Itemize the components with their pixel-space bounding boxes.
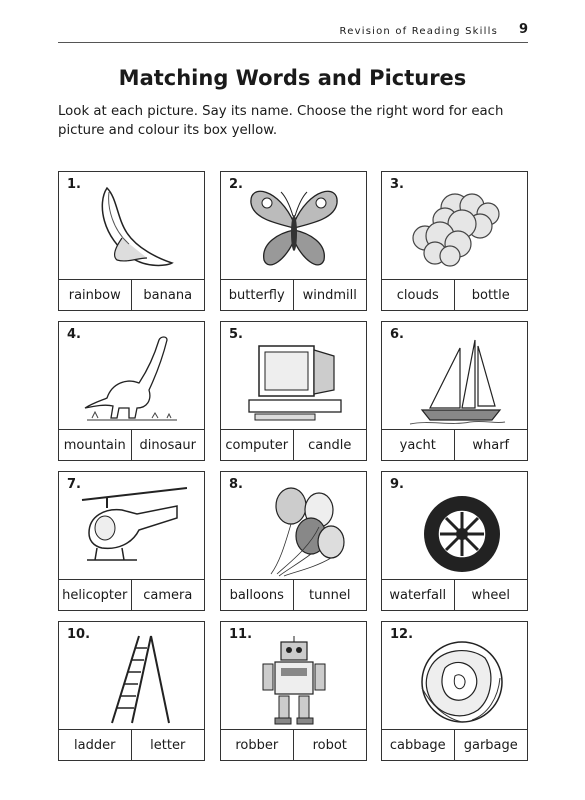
word-options [221, 729, 366, 760]
word-option[interactable]: camera [143, 587, 193, 603]
word-option[interactable]: mountain [59, 430, 132, 460]
word-option[interactable]: candle [308, 437, 352, 453]
helicopter-icon [77, 478, 187, 578]
word-option[interactable]: clouds [382, 280, 455, 310]
picture-card-11 [220, 621, 367, 761]
word-option[interactable]: wheel [471, 587, 510, 603]
word-option[interactable]: windmill [302, 287, 357, 303]
word-options [382, 279, 527, 310]
word-option[interactable]: bottle [471, 287, 510, 303]
word-options [382, 429, 527, 460]
word-option[interactable]: yacht [382, 430, 455, 460]
ladder-icon [77, 628, 187, 728]
word-option[interactable]: cabbage [382, 730, 455, 760]
word-options [59, 729, 204, 760]
page-header [58, 18, 528, 44]
picture-card-5 [220, 321, 367, 461]
word-options [382, 579, 527, 610]
balloons-icon [239, 478, 349, 578]
picture-card-10 [58, 621, 205, 761]
item-number: 1. [67, 177, 81, 192]
word-options [221, 579, 366, 610]
page-number: 9 [518, 22, 528, 37]
word-options [59, 579, 204, 610]
word-options [59, 429, 204, 460]
word-options [221, 429, 366, 460]
word-option[interactable]: ladder [59, 730, 132, 760]
item-number: 4. [67, 327, 81, 342]
banana-icon [77, 178, 187, 278]
picture-card-4 [58, 321, 205, 461]
page-title: Matching Words and Pictures [118, 66, 467, 90]
robot-icon [239, 628, 349, 728]
word-options [221, 279, 366, 310]
picture-card-9 [381, 471, 528, 611]
instructions: Look at each picture. Say its name. Choose the right word for each picture and colour its box yellow. [58, 104, 504, 138]
picture-card-6 [381, 321, 528, 461]
picture-card-7 [58, 471, 205, 611]
word-option[interactable]: wharf [472, 437, 510, 453]
wheel-icon [400, 478, 510, 578]
word-option[interactable]: robber [221, 730, 294, 760]
word-option[interactable]: garbage [463, 737, 518, 753]
running-title: Revision of Reading Skills [339, 26, 498, 37]
picture-card-2 [220, 171, 367, 311]
yacht-icon [400, 328, 510, 428]
picture-card-8 [220, 471, 367, 611]
word-option[interactable]: banana [143, 287, 193, 303]
clouds-icon [400, 178, 510, 278]
word-option[interactable]: dinosaur [139, 437, 196, 453]
word-option[interactable]: balloons [221, 580, 294, 610]
word-option[interactable]: waterfall [382, 580, 455, 610]
item-number: 10. [67, 627, 91, 642]
butterfly-icon [239, 178, 349, 278]
item-number: 6. [390, 327, 404, 342]
word-option[interactable]: butterfly [221, 280, 294, 310]
word-option[interactable]: robot [312, 737, 347, 753]
word-option[interactable]: computer [221, 430, 294, 460]
picture-card-1 [58, 171, 205, 311]
word-option[interactable]: rainbow [59, 280, 132, 310]
word-option[interactable]: helicopter [59, 580, 132, 610]
word-options [382, 729, 527, 760]
dinosaur-icon [77, 328, 187, 428]
item-number: 11. [229, 627, 253, 642]
item-number: 12. [390, 627, 414, 642]
header-rule [58, 42, 528, 43]
item-number: 3. [390, 177, 404, 192]
item-number: 2. [229, 177, 243, 192]
picture-card-12 [381, 621, 528, 761]
word-option[interactable]: tunnel [309, 587, 351, 603]
item-number: 9. [390, 477, 404, 492]
item-number: 7. [67, 477, 81, 492]
item-number: 5. [229, 327, 243, 342]
cabbage-icon [400, 628, 510, 728]
picture-card-3 [381, 171, 528, 311]
word-option[interactable]: letter [150, 737, 186, 753]
word-options [59, 279, 204, 310]
item-number: 8. [229, 477, 243, 492]
computer-icon [239, 328, 349, 428]
